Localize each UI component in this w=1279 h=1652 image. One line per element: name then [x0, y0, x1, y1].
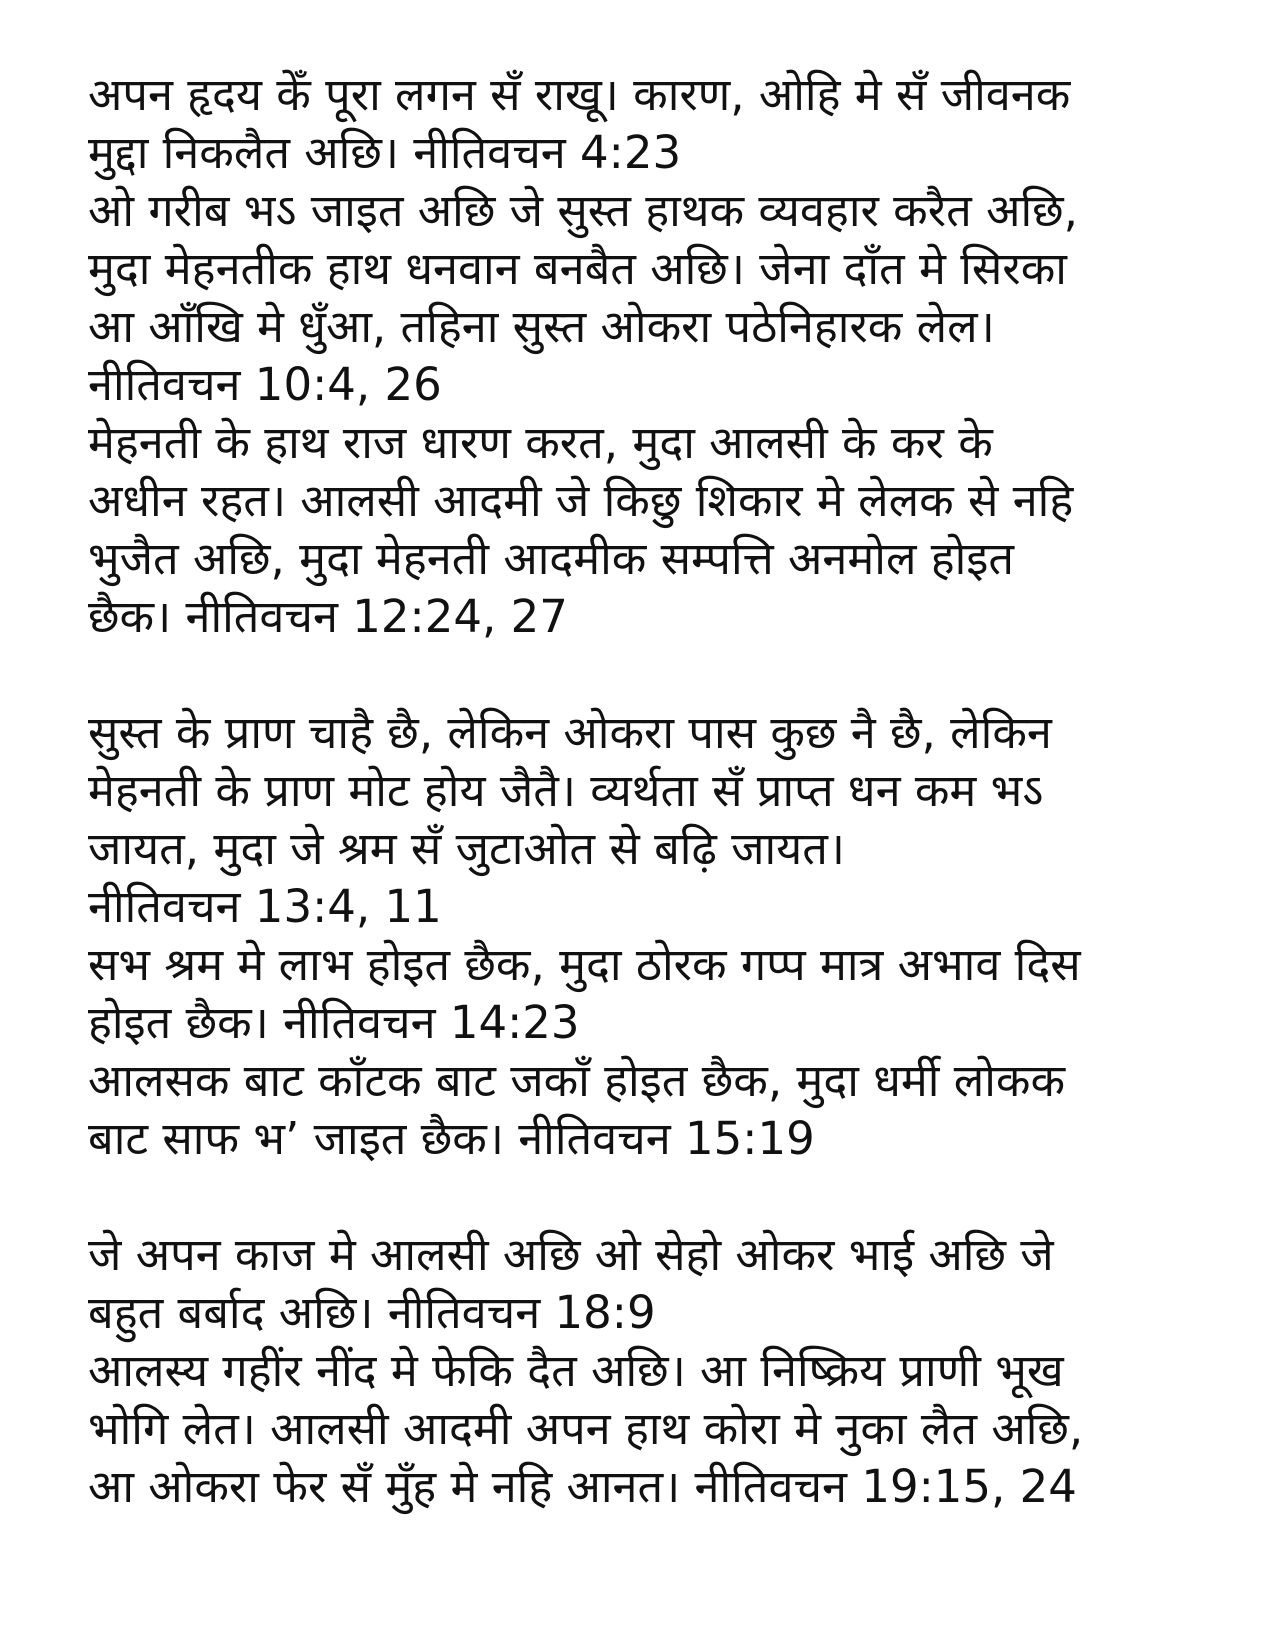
text-line: मेहनती के हाथ राज धारण करत, मुदा आलसी के कर के	[88, 416, 993, 469]
text-line: होइत छैक। नीतिवचन 14:23	[88, 996, 580, 1049]
paragraph-2	[88, 704, 1238, 1168]
text-line: आलसक बाट काँटक बाट जकाँ होइत छैक, मुदा धर्मी लोकक	[88, 1054, 1066, 1107]
text-line: अपन हृदय केँ पूरा लगन सँ राखू। कारण, ओहि मे सँ जीवनक	[88, 68, 1071, 121]
text-line: जे अपन काज मे आलसी अछि ओ सेहो ओकर भाई अछि जे	[88, 1228, 1054, 1281]
text-line: आ आँखि मे धुँआ, तहिना सुस्त ओकरा पठेनिहारक लेल।	[88, 300, 995, 353]
text-line: ओ गरीब भऽ जाइत अछि जे सुस्त हाथक व्यवहार करैत अछि,	[88, 184, 1078, 237]
text-line: मेहनती के प्राण मोट होय जैतै। व्यर्थता सँ प्राप्त धन कम भऽ	[88, 764, 1044, 817]
text-line: नीतिवचन 13:4, 11	[88, 880, 442, 933]
text-line: सुस्त के प्राण चाहै छै, लेकिन ओकरा पास कुछ नै छै, लेकिन	[88, 706, 1052, 759]
text-line: जायत, मुदा जे श्रम सँ जुटाओत से बढ़ि जायत।	[88, 822, 845, 875]
text-line: नीतिवचन 10:4, 26	[88, 358, 442, 411]
text-line: आ ओकरा फेर सँ मुँह मे नहि आनत। नीतिवचन 19:15, 24	[88, 1460, 1077, 1513]
text-line: आलस्य गहींर नींद मे फेकि दैत अछि। आ निष्क्रिय प्राणी भूख	[88, 1344, 1064, 1397]
text-line: अधीन रहत। आलसी आदमी जे किछु शिकार मे लेलक से नहि	[88, 474, 1074, 527]
paragraph-1	[88, 66, 1238, 646]
text-line: सभ श्रम मे लाभ होइत छैक, मुदा ठोरक गप्प मात्र अभाव दिस	[88, 938, 1081, 991]
text-line: मुदा मेहनतीक हाथ धनवान बनबैत अछि। जेना दाँत मे सिरका	[88, 242, 1067, 295]
text-line: बहुत बर्बाद अछि। नीतिवचन 18:9	[88, 1286, 656, 1339]
text-line: बाट साफ भ’ जाइत छैक। नीतिवचन 15:19	[88, 1112, 815, 1165]
text-line: छैक। नीतिवचन 12:24, 27	[88, 590, 568, 643]
document-page	[88, 66, 1238, 1516]
paragraph-3	[88, 1226, 1238, 1516]
text-line: भोगि लेत। आलसी आदमी अपन हाथ कोरा मे नुका लैत अछि,	[88, 1402, 1084, 1455]
text-line: मुद्दा निकलैत अछि। नीतिवचन 4:23	[88, 126, 682, 179]
text-line: भुजैत अछि, मुदा मेहनती आदमीक सम्पत्ति अनमोल होइत	[88, 532, 1015, 585]
